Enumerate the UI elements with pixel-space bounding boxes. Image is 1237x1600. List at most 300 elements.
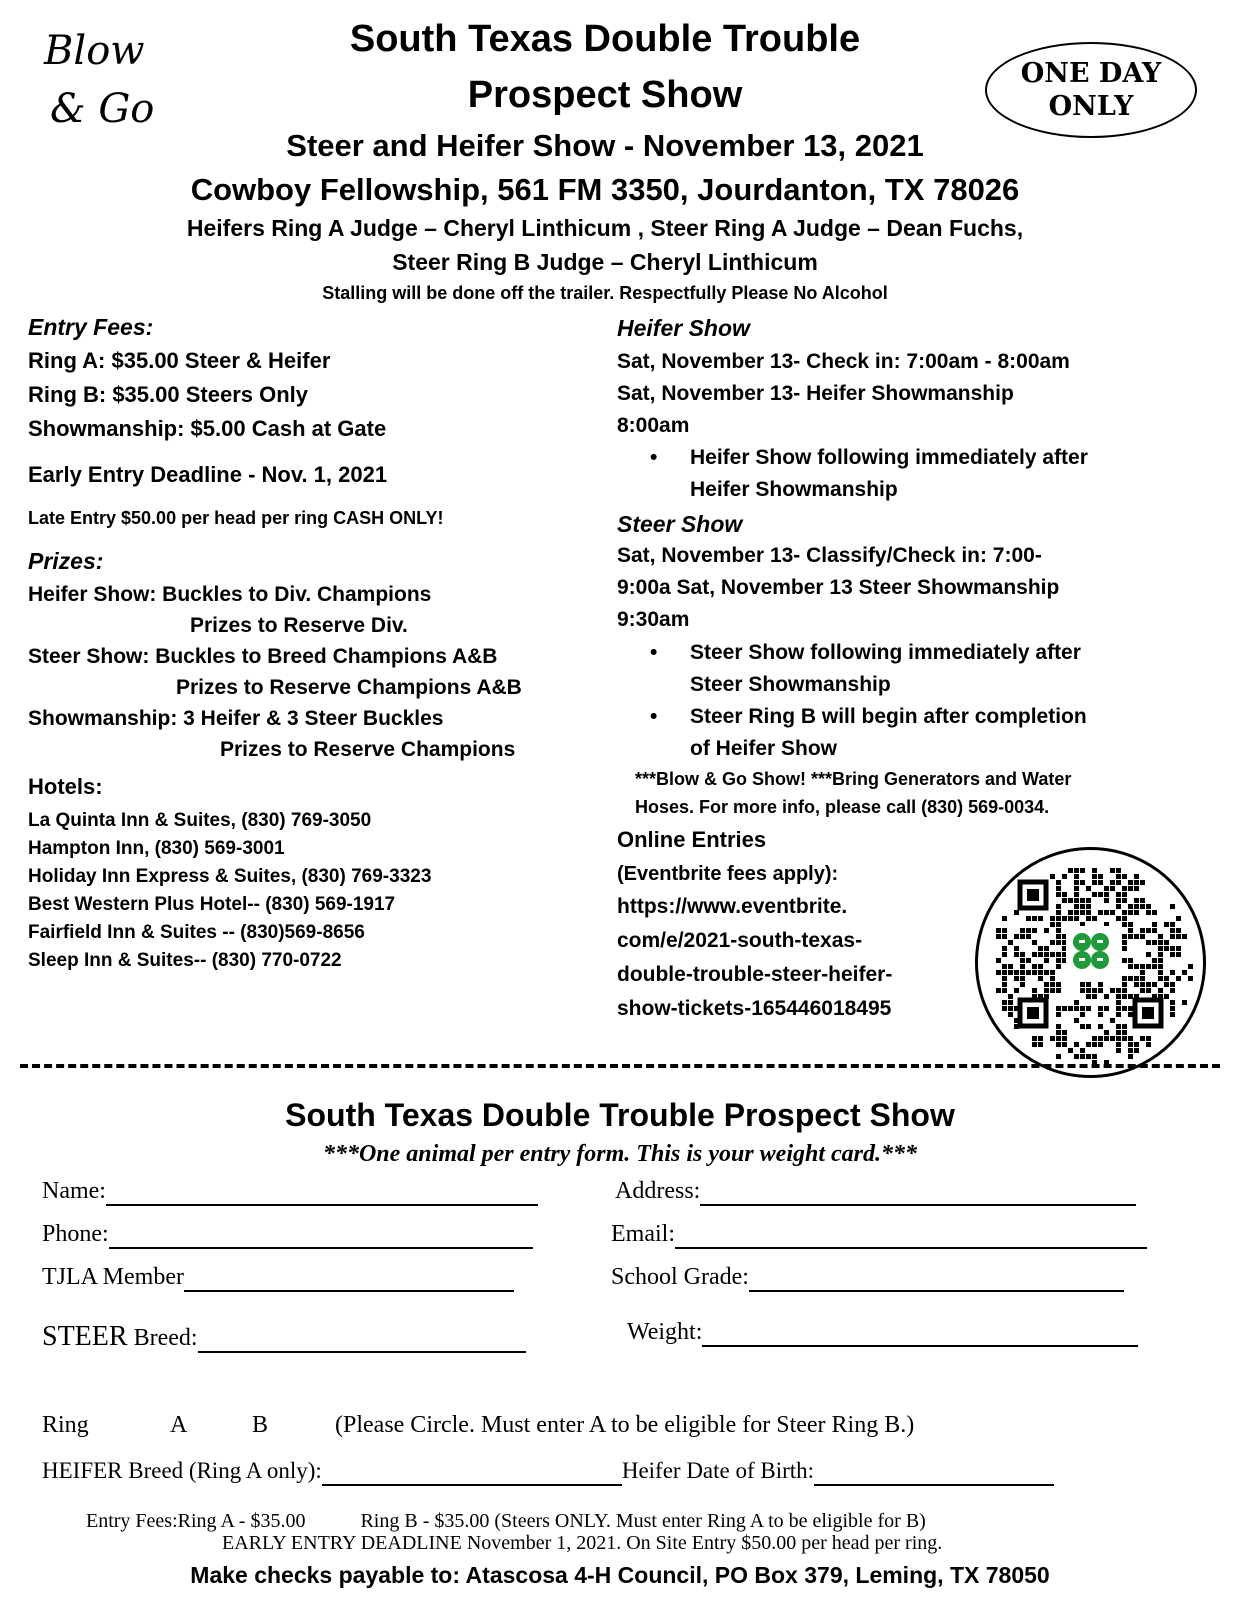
qr-module	[1158, 940, 1163, 945]
qr-module	[1038, 964, 1043, 969]
hotels-heading: Hotels:	[28, 774, 103, 799]
qr-module	[1074, 892, 1079, 897]
qr-module	[1134, 964, 1139, 969]
qr-module	[1122, 1006, 1127, 1011]
qr-module	[1014, 952, 1019, 957]
qr-module	[1080, 1054, 1085, 1059]
tjla-member-field[interactable]	[42, 1262, 514, 1292]
qr-module	[1032, 940, 1037, 945]
qr-module	[1044, 958, 1049, 963]
qr-module	[1056, 880, 1061, 885]
qr-module	[1140, 976, 1145, 981]
qr-code-icon[interactable]	[975, 847, 1206, 1078]
qr-module	[1146, 1042, 1151, 1047]
qr-module	[1050, 874, 1055, 879]
qr-module	[1104, 994, 1109, 999]
qr-module	[1182, 1000, 1187, 1005]
qr-module	[1116, 1000, 1121, 1005]
qr-module	[1122, 1036, 1127, 1041]
qr-module	[1050, 982, 1055, 987]
qr-module	[1182, 934, 1187, 939]
qr-module	[1086, 988, 1091, 993]
qr-module	[1122, 946, 1127, 951]
qr-module	[1146, 940, 1151, 945]
qr-module	[1134, 880, 1139, 885]
cut-line-divider	[20, 1064, 1220, 1068]
qr-module	[1020, 970, 1025, 975]
eventbrite-link-line-3[interactable]: double-trouble-steer-heifer-	[617, 963, 893, 986]
qr-module	[1134, 1048, 1139, 1053]
form-title: South Texas Double Trouble Prospect Show	[285, 1097, 955, 1133]
phone-input-line[interactable]	[109, 1223, 533, 1249]
prize-heifer-line-2: Prizes to Reserve Div.	[190, 614, 408, 637]
qr-module	[1140, 898, 1145, 903]
qr-module	[1074, 1042, 1079, 1047]
qr-module	[1002, 976, 1007, 981]
qr-module	[1062, 874, 1067, 879]
qr-module	[1008, 994, 1013, 999]
qr-module	[1116, 880, 1121, 885]
steer-breed-label: Breed:	[127, 1325, 198, 1351]
qr-module	[1014, 976, 1019, 981]
qr-module	[1020, 958, 1025, 963]
qr-module	[1056, 928, 1061, 933]
qr-module	[1110, 880, 1115, 885]
qr-module	[1158, 988, 1163, 993]
qr-module	[1002, 946, 1007, 951]
steer-breed-field[interactable]	[42, 1322, 526, 1353]
qr-module	[1074, 874, 1079, 879]
qr-module	[1170, 982, 1175, 987]
qr-module	[1086, 904, 1091, 909]
qr-module	[1038, 916, 1043, 921]
heifer-show-line-1: Sat, November 13- Check in: 7:00am - 8:00am	[617, 350, 1070, 373]
qr-module	[1104, 1030, 1109, 1035]
qr-module	[1002, 982, 1007, 987]
badge-line-2: ONLY	[1048, 91, 1134, 122]
qr-module	[1098, 1006, 1103, 1011]
steer-bullet-2-line-2: of Heifer Show	[690, 737, 838, 760]
qr-module	[1098, 1024, 1103, 1029]
qr-module	[1050, 922, 1055, 927]
entry-fees-heading: Entry Fees:	[28, 314, 154, 340]
qr-module	[1056, 934, 1061, 939]
qr-module	[1074, 916, 1079, 921]
qr-module	[1170, 1006, 1175, 1011]
qr-module	[1116, 898, 1121, 903]
qr-module	[1008, 940, 1013, 945]
qr-module	[1134, 886, 1139, 891]
qr-module	[1044, 982, 1049, 987]
qr-module	[1134, 982, 1139, 987]
bullet-icon: •	[650, 641, 658, 664]
qr-module	[1104, 1036, 1109, 1041]
heifer-show-line-2: Sat, November 13- Heifer Showmanship	[617, 382, 1014, 405]
email-field[interactable]	[611, 1219, 1147, 1249]
qr-module	[1020, 934, 1025, 939]
hotel-item: Holiday Inn Express & Suites, (830) 769-3323	[28, 866, 432, 887]
qr-module	[1056, 940, 1061, 945]
qr-module	[1032, 988, 1037, 993]
qr-module	[1032, 928, 1037, 933]
qr-module	[1038, 952, 1043, 957]
qr-module	[1098, 892, 1103, 897]
qr-module	[1056, 922, 1061, 927]
entry-fee-showmanship: Showmanship: $5.00 Cash at Gate	[28, 416, 387, 441]
qr-module	[1122, 940, 1127, 945]
eventbrite-link-line-4[interactable]: show-tickets-165446018495	[617, 997, 892, 1020]
qr-module	[1086, 898, 1091, 903]
qr-module	[1110, 910, 1115, 915]
qr-module	[1146, 964, 1151, 969]
qr-module	[1068, 916, 1073, 921]
heifer-dob-input-line[interactable]	[814, 1460, 1054, 1486]
qr-module	[996, 928, 1001, 933]
qr-module	[1068, 1048, 1073, 1053]
qr-module	[1038, 976, 1043, 981]
qr-module	[1098, 982, 1103, 987]
qr-module	[1056, 916, 1061, 921]
heifer-show-line-3: 8:00am	[617, 414, 690, 437]
qr-module	[1128, 934, 1133, 939]
qr-module	[1134, 910, 1139, 915]
qr-module	[1080, 898, 1085, 903]
qr-module	[1002, 934, 1007, 939]
heifer-breed-field[interactable]	[42, 1456, 1054, 1486]
steer-show-line-1: Sat, November 13- Classify/Check in: 7:00-	[617, 544, 1042, 567]
ring-a-option[interactable]: A	[170, 1412, 188, 1438]
qr-module	[1116, 874, 1121, 879]
qr-module	[1086, 1054, 1091, 1059]
qr-module	[1038, 1036, 1043, 1041]
heifer-dob-label: Heifer Date of Birth:	[621, 1458, 815, 1483]
qr-module	[1170, 946, 1175, 951]
early-entry-deadline: Early Entry Deadline - Nov. 1, 2021	[28, 462, 388, 487]
qr-module	[1014, 910, 1019, 915]
qr-module	[1104, 1006, 1109, 1011]
qr-module	[1098, 988, 1103, 993]
qr-module	[1092, 892, 1097, 897]
qr-module	[1128, 994, 1133, 999]
qr-module	[1110, 868, 1115, 873]
qr-module	[1110, 1018, 1115, 1023]
name-field[interactable]	[42, 1176, 538, 1206]
qr-module	[1122, 886, 1127, 891]
qr-module	[1116, 1012, 1121, 1017]
heifer-breed-input-line[interactable]	[322, 1460, 622, 1486]
qr-module	[1074, 886, 1079, 891]
school-grade-field[interactable]	[611, 1262, 1124, 1292]
qr-module	[1116, 904, 1121, 909]
qr-module	[1152, 982, 1157, 987]
phone-field[interactable]	[42, 1219, 533, 1249]
qr-module	[1008, 970, 1013, 975]
qr-module	[1002, 1000, 1007, 1005]
qr-module	[1104, 886, 1109, 891]
eventbrite-link-line-1[interactable]: https://www.eventbrite.	[617, 895, 848, 918]
qr-module	[1014, 970, 1019, 975]
ring-b-option[interactable]: B	[252, 1412, 269, 1438]
qr-module	[1032, 916, 1037, 921]
qr-module	[1128, 1042, 1133, 1047]
qr-module	[1050, 976, 1055, 981]
qr-module	[1122, 910, 1127, 915]
qr-module	[1164, 946, 1169, 951]
generator-note-line-1: ***Blow & Go Show! ***Bring Generators and Water	[635, 769, 1072, 789]
qr-module	[1176, 952, 1181, 957]
qr-module	[1146, 988, 1151, 993]
qr-module	[1074, 1000, 1079, 1005]
form-note: ***One animal per entry form. This is your weight card.***	[322, 1141, 918, 1167]
email-input-line[interactable]	[675, 1223, 1147, 1249]
qr-module	[1110, 988, 1115, 993]
qr-module	[1128, 928, 1133, 933]
qr-module	[1164, 994, 1169, 999]
qr-module	[1188, 964, 1193, 969]
qr-module	[1080, 868, 1085, 873]
qr-module	[1134, 934, 1139, 939]
qr-module	[1086, 910, 1091, 915]
qr-module	[1032, 1036, 1037, 1041]
qr-module	[1176, 934, 1181, 939]
qr-module	[1056, 1054, 1061, 1059]
prize-showmanship-line-2: Prizes to Reserve Champions	[220, 738, 516, 761]
qr-module	[1134, 904, 1139, 909]
qr-module	[1080, 880, 1085, 885]
heifer-bullet-line-2: Heifer Showmanship	[690, 478, 898, 501]
qr-module	[1128, 880, 1133, 885]
qr-module	[1140, 988, 1145, 993]
qr-module	[1146, 910, 1151, 915]
qr-module	[1170, 928, 1175, 933]
qr-module	[1008, 1006, 1013, 1011]
qr-module	[1074, 1018, 1079, 1023]
qr-module	[1152, 964, 1157, 969]
qr-module	[1122, 1024, 1127, 1029]
qr-module	[1134, 874, 1139, 879]
judges-line-2: Steer Ring B Judge – Cheryl Linthicum	[392, 249, 818, 275]
qr-module	[1074, 904, 1079, 909]
steer-show-heading: Steer Show	[617, 511, 743, 537]
qr-module	[1002, 916, 1007, 921]
qr-module	[1152, 922, 1157, 927]
qr-module	[1044, 988, 1049, 993]
qr-module	[1128, 958, 1133, 963]
qr-module	[1062, 1030, 1067, 1035]
qr-module	[1080, 1024, 1085, 1029]
qr-module	[1122, 1030, 1127, 1035]
steer-bullet-1-line-2: Steer Showmanship	[690, 673, 891, 696]
qr-module	[1146, 952, 1151, 957]
qr-module	[1122, 994, 1127, 999]
qr-module	[1050, 988, 1055, 993]
qr-module	[1014, 988, 1019, 993]
tjla-member-input-line[interactable]	[184, 1266, 514, 1292]
qr-module	[1044, 952, 1049, 957]
qr-module	[1068, 1006, 1073, 1011]
qr-module	[1092, 994, 1097, 999]
qr-module	[1158, 946, 1163, 951]
form-deadline-line: EARLY ENTRY DEADLINE November 1, 2021. On Site Entry $50.00 per head per ring.	[222, 1532, 943, 1554]
qr-module	[1056, 1012, 1061, 1017]
hotel-item: Fairfield Inn & Suites -- (830)569-8656	[28, 922, 365, 943]
checks-payable-line: Make checks payable to: Atascosa 4-H Council, PO Box 379, Leming, TX 78050	[190, 1562, 1050, 1588]
qr-module	[1002, 970, 1007, 975]
generator-note-line-2: Hoses. For more info, please call (830) 569-0034.	[635, 797, 1050, 817]
steer-breed-input-line[interactable]	[198, 1327, 526, 1353]
qr-module	[1116, 1024, 1121, 1029]
qr-module	[1092, 1042, 1097, 1047]
qr-module	[1038, 946, 1043, 951]
qr-module	[996, 934, 1001, 939]
hotel-item: Sleep Inn & Suites-- (830) 770-0722	[28, 950, 342, 971]
qr-module	[1128, 1036, 1133, 1041]
hotel-item: Best Western Plus Hotel-- (830) 569-1917	[28, 894, 396, 915]
qr-module	[1116, 1036, 1121, 1041]
qr-module	[1116, 868, 1121, 873]
eventbrite-fees-note: (Eventbrite fees apply):	[617, 863, 839, 885]
school-grade-input-line[interactable]	[749, 1266, 1124, 1292]
page-title-line-1: South Texas Double Trouble	[349, 18, 861, 60]
bullet-icon: •	[650, 705, 658, 728]
qr-module	[1104, 892, 1109, 897]
qr-module	[1164, 922, 1169, 927]
qr-module	[1170, 952, 1175, 957]
qr-module	[1128, 904, 1133, 909]
steer-bullet-1-line-1: Steer Show following immediately after	[690, 641, 1081, 664]
qr-module	[1086, 1006, 1091, 1011]
qr-module	[1074, 1006, 1079, 1011]
name-input-line[interactable]	[106, 1180, 538, 1206]
prize-heifer-line-1: Heifer Show: Buckles to Div. Champions	[28, 583, 432, 606]
qr-module	[1092, 1036, 1097, 1041]
qr-module	[1050, 916, 1055, 921]
qr-module	[1140, 1036, 1145, 1041]
qr-module	[1170, 970, 1175, 975]
qr-module	[1050, 1036, 1055, 1041]
qr-module	[1122, 922, 1127, 927]
qr-module	[1176, 976, 1181, 981]
qr-module	[1140, 970, 1145, 975]
qr-module	[1092, 880, 1097, 885]
prize-steer-line-2: Prizes to Reserve Champions A&B	[176, 676, 522, 699]
qr-module	[1086, 886, 1091, 891]
qr-module	[1110, 886, 1115, 891]
qr-module	[1032, 952, 1037, 957]
weight-input-line[interactable]	[702, 1321, 1138, 1347]
qr-module	[1002, 1006, 1007, 1011]
qr-module	[1098, 1036, 1103, 1041]
qr-module	[1140, 964, 1145, 969]
hotel-item: La Quinta Inn & Suites, (830) 769-3050	[28, 810, 372, 831]
qr-module	[1026, 934, 1031, 939]
qr-module	[1056, 982, 1061, 987]
qr-module	[1158, 970, 1163, 975]
show-subtitle: Steer and Heifer Show - November 13, 2021	[286, 128, 924, 163]
qr-module	[1008, 1012, 1013, 1017]
late-entry-notice: Late Entry $50.00 per head per ring CASH ONLY!	[28, 508, 444, 528]
steer-show-line-2: 9:00a Sat, November 13 Steer Showmanship	[617, 576, 1060, 599]
qr-module	[1116, 1030, 1121, 1035]
qr-module	[1002, 928, 1007, 933]
steer-bullet-2-line-1: Steer Ring B will begin after completion	[690, 705, 1087, 728]
qr-module	[1062, 1036, 1067, 1041]
qr-module	[1056, 952, 1061, 957]
qr-module	[1164, 940, 1169, 945]
qr-module	[1020, 964, 1025, 969]
qr-module	[1128, 976, 1133, 981]
qr-module	[1062, 892, 1067, 897]
qr-module	[1146, 982, 1151, 987]
qr-module	[1080, 910, 1085, 915]
qr-module	[1008, 964, 1013, 969]
qr-module	[1152, 928, 1157, 933]
qr-module	[1098, 1012, 1103, 1017]
qr-module	[1128, 1054, 1133, 1059]
form-fees-ring-a: Entry Fees:Ring A - $35.00	[86, 1510, 306, 1532]
qr-module	[1170, 1012, 1175, 1017]
qr-module	[1134, 976, 1139, 981]
qr-module	[996, 988, 1001, 993]
address-field[interactable]	[615, 1176, 1136, 1206]
qr-module	[1014, 946, 1019, 951]
qr-module	[1050, 952, 1055, 957]
qr-module	[1002, 988, 1007, 993]
online-entries-heading: Online Entries	[617, 827, 767, 852]
qr-module	[1128, 886, 1133, 891]
qr-module	[996, 958, 1001, 963]
qr-module	[1092, 868, 1097, 873]
qr-module	[1110, 1036, 1115, 1041]
qr-code-graphic	[978, 850, 1203, 1075]
qr-module	[1122, 892, 1127, 897]
qr-module	[1080, 982, 1085, 987]
form-fees-ring-b: Ring B - $35.00 (Steers ONLY. Must enter Ring A to be eligible for B)	[360, 1510, 926, 1532]
steer-show-line-3: 9:30am	[617, 608, 690, 631]
qr-module	[1056, 886, 1061, 891]
qr-module	[1170, 934, 1175, 939]
qr-module	[1116, 1006, 1121, 1011]
qr-module	[1056, 1030, 1061, 1035]
prize-steer-line-1: Steer Show: Buckles to Breed Champions A&B	[28, 645, 498, 668]
qr-module	[1170, 922, 1175, 927]
qr-module	[1188, 976, 1193, 981]
qr-module	[1122, 874, 1127, 879]
address-input-line[interactable]	[700, 1180, 1136, 1206]
qr-module	[1158, 934, 1163, 939]
qr-module	[1116, 916, 1121, 921]
qr-module	[1128, 1012, 1133, 1017]
ring-note: (Please Circle. Must enter A to be eligible for Steer Ring B.)	[335, 1412, 915, 1438]
phone-label: Phone:	[42, 1221, 109, 1247]
weight-field[interactable]	[627, 1317, 1138, 1347]
qr-module	[1116, 1048, 1121, 1053]
qr-module	[1080, 1012, 1085, 1017]
qr-module	[1056, 904, 1061, 909]
qr-module	[1044, 928, 1049, 933]
judges-line-1: Heifers Ring A Judge – Cheryl Linthicum , Steer Ring A Judge – Dean Fuchs,	[186, 215, 1024, 241]
qr-module	[1134, 898, 1139, 903]
qr-module	[1104, 910, 1109, 915]
qr-module	[1086, 994, 1091, 999]
qr-module	[1104, 898, 1109, 903]
qr-module	[1098, 874, 1103, 879]
eventbrite-link-line-2[interactable]: com/e/2021-south-texas-	[617, 929, 863, 952]
qr-module	[1038, 970, 1043, 975]
qr-module	[1056, 1036, 1061, 1041]
qr-module	[1086, 982, 1091, 987]
qr-module	[1062, 898, 1067, 903]
